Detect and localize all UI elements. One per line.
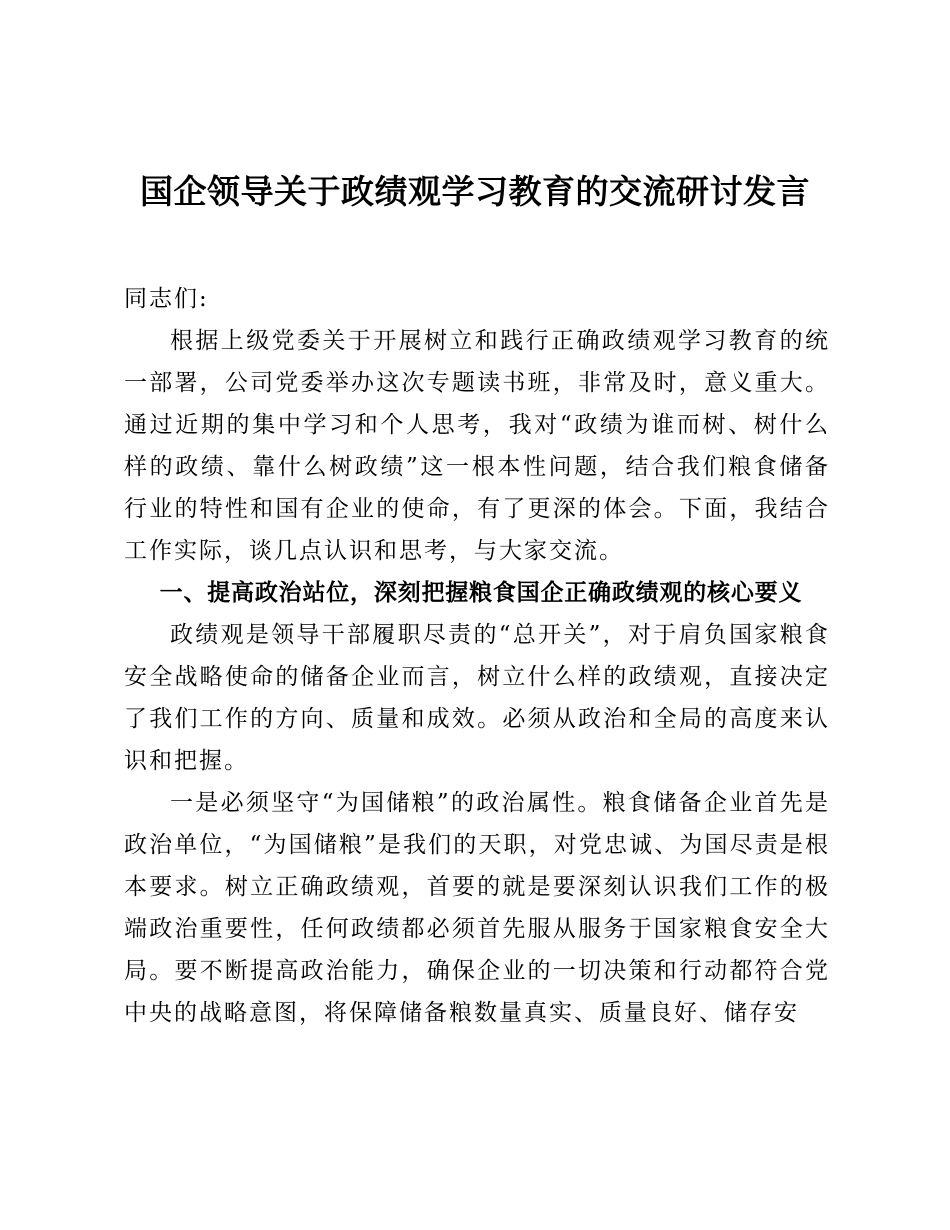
salutation: 同志们: [124,286,209,312]
intro-paragraph: 根据上级党委关于开展树立和践行正确政绩观学习教育的统一部署，公司党委举办这次专题读书班，非常及时，意义重大。通过近期的集中学习和个人思考，我对“政绩为谁而树、树什么样的政绩、靠什么树政绩”这一根本性问题，结合我们粮食储备行业的特性和国有企业的使命，有了更深的体会。下面，我结合工作实际，谈几点认识和思考，与大家交流。 [124,328,830,564]
section-paragraph: 一是必须坚守“为国储粮”的政治属性。粮食储备企业首先是政治单位，“为国储粮”是我们的天职，对党忠诚、为国尽责是根本要求。树立正确政绩观，首要的就是要深刻认识我们工作的极端政治重要性，任何政绩都必须首先服从服务于国家粮食安全大局。要不断提高政治能力，确保企业的一切决策和行动都符合党中央的战略意图，将保障储备粮数量真实、质量良好、储存安 [124,790,830,1026]
section-heading: 一、提高政治站位，深刻把握粮食国企正确政绩观的核心要义 [159,580,803,606]
document-title: 国企领导关于政绩观学习教育的交流研讨发言 [140,172,810,211]
section-paragraph: 政绩观是领导干部履职尽责的“总开关”，对于肩负国家粮食安全战略使命的储备企业而言，树立什么样的政绩观，直接决定了我们工作的方向、质量和成效。必须从政治和全局的高度来认识和把握。 [124,622,830,774]
document-body [124,278,830,1034]
